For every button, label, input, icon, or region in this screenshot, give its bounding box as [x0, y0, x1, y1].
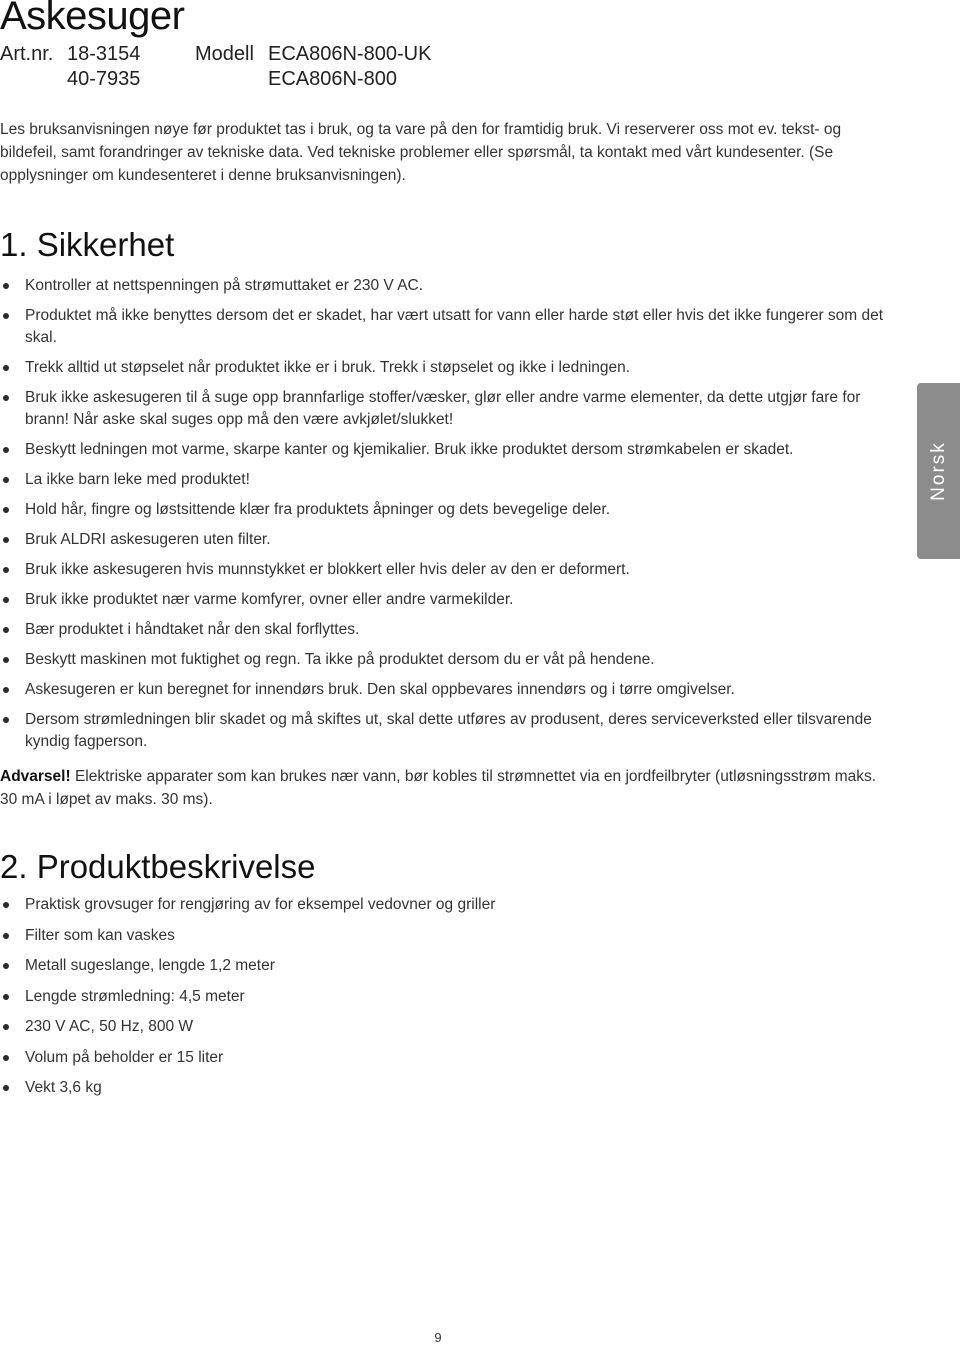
list-item: Bruk ALDRI askesugeren uten filter.	[0, 529, 890, 551]
list-item: Filter som kan vaskes	[0, 925, 890, 947]
bullet-icon	[3, 687, 9, 693]
bullet-icon	[3, 283, 9, 289]
bullet-icon	[3, 313, 9, 319]
list-item: Askesugeren er kun beregnet for innendørs bruk. Den skal oppbevares innendørs og i tørre omgivelser.	[0, 679, 890, 701]
bullet-icon	[3, 963, 9, 969]
intro-paragraph: Les bruksanvisningen nøye før produktet tas i bruk, og ta vare på den for framtidig bruk. Vi reserverer oss mot ev. tekst- og bildefeil, samt forandringer av tekniske data. Ved tekniske problemer eller spørsmål, ta kontakt med vårt kundesenter. (Se opplysninger om kundesenteret i denne bruksanvisningen).	[0, 121, 842, 184]
list-item: Kontroller at nettspenningen på strømuttaket er 230 V AC.	[0, 275, 890, 297]
bullet-icon	[3, 537, 9, 543]
language-tab	[917, 383, 960, 559]
warning-label: Advarsel!	[0, 768, 71, 785]
list-item: Trekk alltid ut støpselet når produktet ikke er i bruk. Trekk i støpselet og ikke i ledningen.	[0, 357, 890, 379]
bullet-icon	[3, 477, 9, 483]
warning-text: Elektriske apparater som kan brukes nær vann, bør kobles til strømnettet via en jordfeilbryter (utløsningsstrøm maks. 30 mA i løpet av maks. 30 ms).	[0, 768, 877, 808]
list-item: Beskytt ledningen mot varme, skarpe kanter og kjemikalier. Bruk ikke produktet dersom strømkabelen er skadet.	[0, 439, 890, 461]
bullet-icon	[3, 567, 9, 573]
list-item: Beskytt maskinen mot fuktighet og regn. Ta ikke på produktet dersom du er våt på hendene.	[0, 649, 890, 671]
article-label: Art.nr.	[0, 43, 54, 65]
warning-paragraph	[0, 765, 880, 811]
list-item: Volum på beholder er 15 liter	[0, 1047, 890, 1069]
bullet-icon	[3, 1024, 9, 1030]
bullet-icon	[3, 902, 9, 908]
bullet-icon	[3, 447, 9, 453]
list-item: Lengde strømledning: 4,5 meter	[0, 986, 890, 1008]
list-item: Dersom strømledningen blir skadet og må skiftes ut, skal dette utføres av produsent, deres serviceverksted eller tilsvarende kyndig fagperson.	[0, 709, 890, 753]
list-item: Bruk ikke askesugeren til å suge opp brannfarlige stoffer/væsker, glør eller andre varme elementer, da dette utgjør fare for brann! Når aske skal suges opp må den være avkjølet/slukket!	[0, 387, 890, 431]
list-item: Vekt 3,6 kg	[0, 1077, 890, 1099]
list-item: 230 V AC, 50 Hz, 800 W	[0, 1016, 890, 1038]
article-number: 40-7935	[67, 68, 141, 90]
section-heading-safety: 1. Sikkerhet	[0, 226, 175, 263]
article-number: 18-3154	[67, 43, 141, 65]
bullet-icon	[3, 717, 9, 723]
safety-list	[0, 275, 890, 761]
language-tab-label: Norsk	[927, 441, 949, 501]
page-number: 9	[434, 1330, 442, 1345]
bullet-icon	[3, 933, 9, 939]
model-label: Modell	[195, 43, 254, 65]
list-item: La ikke barn leke med produktet!	[0, 469, 890, 491]
page-title: Askesuger	[0, 0, 185, 38]
list-item: Bruk ikke produktet nær varme komfyrer, ovner eller andre varmekilder.	[0, 589, 890, 611]
list-item: Bruk ikke askesugeren hvis munnstykket er blokkert eller hvis deler av den er deformert.	[0, 559, 890, 581]
bullet-icon	[3, 1085, 9, 1091]
list-item: Praktisk grovsuger for rengjøring av for eksempel vedovner og griller	[0, 894, 890, 916]
product-description-list	[0, 894, 890, 1108]
list-item: Metall sugeslange, lengde 1,2 meter	[0, 955, 890, 977]
bullet-icon	[3, 365, 9, 371]
model-number: ECA806N-800-UK	[268, 43, 432, 65]
bullet-icon	[3, 597, 9, 603]
model-number: ECA806N-800	[268, 68, 397, 90]
section-heading-product-description: 2. Produktbeskrivelse	[0, 848, 316, 885]
bullet-icon	[3, 627, 9, 633]
bullet-icon	[3, 657, 9, 663]
list-item: Produktet må ikke benyttes dersom det er skadet, har vært utsatt for vann eller harde støt eller hvis det ikke fungerer som det skal.	[0, 305, 890, 349]
bullet-icon	[3, 994, 9, 1000]
bullet-icon	[3, 1055, 9, 1061]
bullet-icon	[3, 395, 9, 401]
list-item: Bær produktet i håndtaket når den skal forflyttes.	[0, 619, 890, 641]
bullet-icon	[3, 507, 9, 513]
list-item: Hold hår, fingre og løstsittende klær fra produktets åpninger og dets bevegelige deler.	[0, 499, 890, 521]
